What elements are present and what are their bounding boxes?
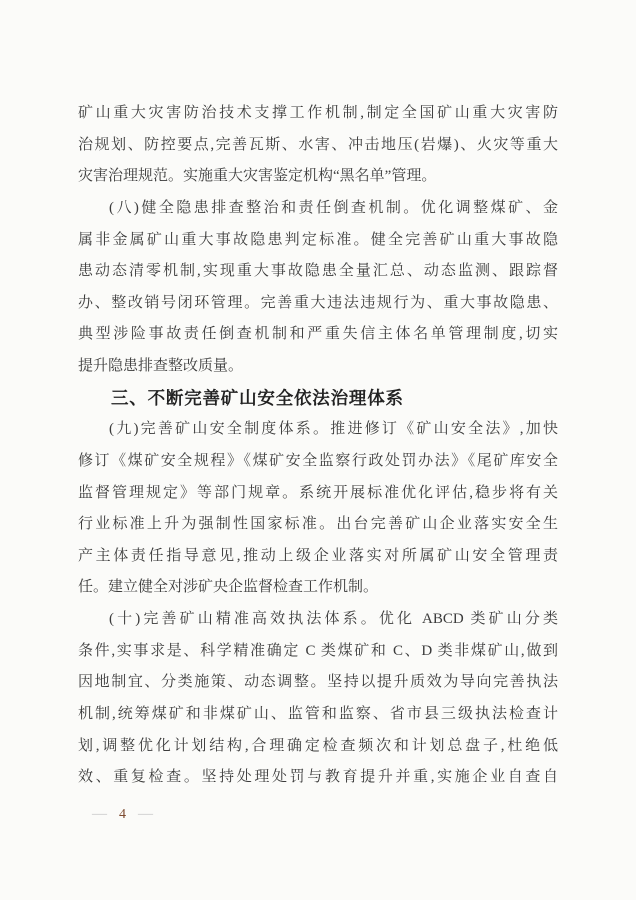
text-line: 矿山重大灾害防治技术支撑工作机制,制定全国矿山重大灾害防 [78, 105, 558, 121]
text-line: 属非金属矿山重大事故隐患判定标准。健全完善矿山重大事故隐 [78, 231, 558, 248]
footer-dash-right: — [138, 805, 153, 822]
text-line: 治规划、防控要点,完善瓦斯、水害、冲击地压(岩爆)、火灾等重大 [78, 136, 558, 153]
text-line: (十)完善矿山精准高效执法体系。优化 ABCD 类矿山分类 [109, 611, 558, 627]
footer-dash-left: — [92, 805, 107, 822]
text-line: 行业标准上升为强制性国家标准。出台完善矿山企业落实安全生 [78, 516, 558, 533]
text-line: 条件,实事求是、科学精准确定 C 类煤矿和 C、D 类非煤矿山,做到 [78, 642, 558, 659]
text-line: 修订《煤矿安全规程》《煤矿安全监察行政处罚办法》《尾矿库安全 [78, 452, 558, 469]
document-body [78, 98, 558, 826]
text-line: 灾害治理规范。实施重大灾害鉴定机构“黑名单”管理。 [78, 168, 437, 185]
text-line: (九)完善矿山安全制度体系。推进修订《矿山安全法》,加快 [109, 421, 558, 438]
text-line: 提升隐患排查整改质量。 [78, 358, 244, 374]
text-line: 患动态清零机制,实现重大事故隐患全量汇总、动态监测、跟踪督 [78, 263, 558, 280]
text-line: 产主体责任指导意见,推动上级企业落实对所属矿山安全管理责 [78, 547, 558, 564]
text-line: 划,调整优化计划结构,合理确定检查频次和计划总盘子,杜绝低 [78, 737, 558, 754]
text-line: 监督管理规定》等部门规章。系统开展标准优化评估,稳步将有关 [78, 484, 558, 501]
page-footer [78, 803, 558, 826]
text-line: 效、重复检查。坚持处理处罚与教育提升并重,实施企业自查自 [78, 769, 558, 786]
text-line: 典型涉险事故责任倒查机制和严重失信主体名单管理制度,切实 [78, 326, 558, 343]
text-line: (八)健全隐患排查整治和责任倒查机制。优化调整煤矿、金 [109, 199, 558, 216]
text-line: 办、整改销号闭环管理。完善重大违法违规行为、重大事故隐患、 [78, 294, 558, 311]
text-line: 因地制宜、分类施策、动态调整。坚持以提升质效为导向完善执法 [78, 674, 558, 691]
text-line: 任。建立健全对涉矿央企监督检查工作机制。 [78, 579, 379, 596]
page-number: 4 [119, 806, 126, 822]
section-heading: 三、不断完善矿山安全依法治理体系 [111, 387, 404, 408]
text-line: 机制,统筹煤矿和非煤矿山、监管和监察、省市县三级执法检查计 [78, 705, 558, 722]
